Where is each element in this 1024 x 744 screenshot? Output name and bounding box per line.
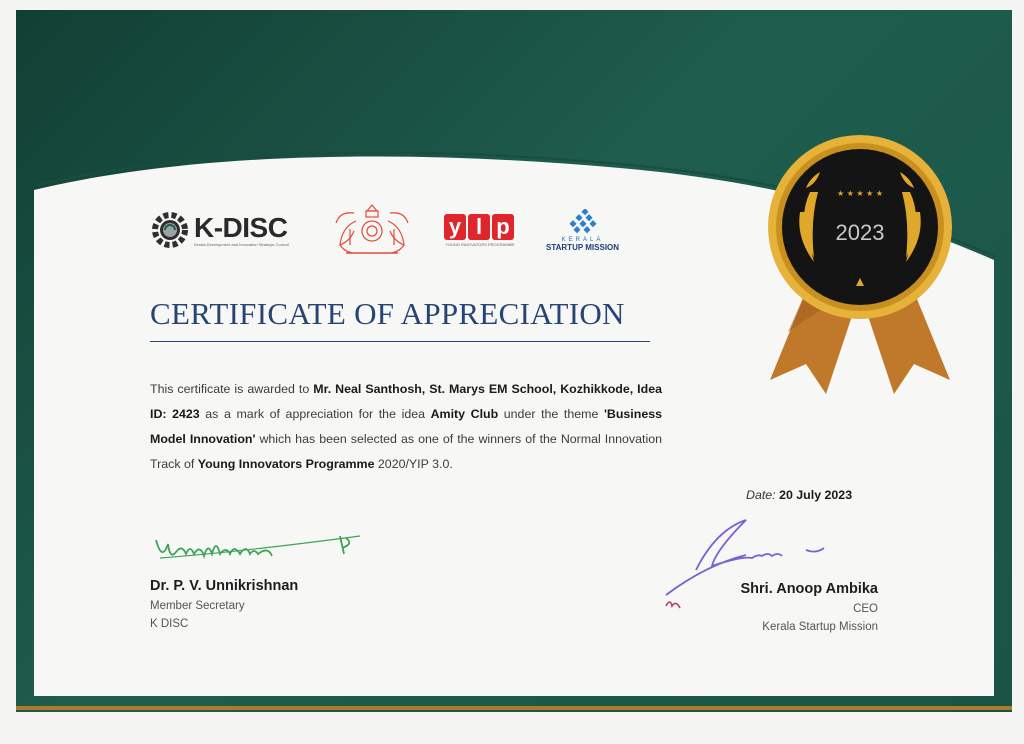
ksum-name: STARTUP MISSION xyxy=(546,242,620,252)
programme: Young Innovators Programme xyxy=(197,457,375,471)
recipient: Mr. Neal Santhosh, St. Marys EM School, Kozhikkode, Idea ID: 2423 xyxy=(150,382,662,421)
right-signatory-role: CEO xyxy=(853,603,878,615)
ylp-logo xyxy=(444,214,516,247)
date-value: 20 July 2023 xyxy=(779,488,853,502)
ylp-letter-y: y xyxy=(444,214,466,240)
theme: 'Business Model Innovation' xyxy=(150,407,662,446)
gear-icon xyxy=(150,210,190,250)
ksum-logo xyxy=(546,209,619,252)
right-signatory-name: Shri. Anoop Ambika xyxy=(740,581,878,597)
right-signatory xyxy=(690,581,878,633)
ylp-letter-p: p xyxy=(492,214,514,240)
kdisc-subtitle: Kerala Development and Innovation Strategic Council xyxy=(194,241,289,247)
date xyxy=(746,488,852,502)
title-underline xyxy=(150,341,650,342)
left-signatory-role: Member Secretary xyxy=(150,600,245,612)
body-text: under the theme xyxy=(498,407,604,421)
body-text: as a mark of appreciation for the idea xyxy=(199,407,431,421)
body-text: which has been selected as one of the winners of the Normal Innovation Track of xyxy=(150,432,662,471)
ylp-subtitle: YOUNG INNOVATORS PROGRAMME xyxy=(445,241,515,247)
left-signatory xyxy=(150,578,298,630)
ylp-letter-l: l xyxy=(468,214,490,240)
award-medal-icon xyxy=(740,132,980,402)
body-text: 2020/YIP 3.0. xyxy=(374,457,453,471)
medal-year: 2023 xyxy=(835,220,885,245)
left-signature xyxy=(150,528,370,568)
kerala-emblem-icon xyxy=(326,199,418,261)
svg-text:★ ★ ★ ★ ★: ★ ★ ★ ★ ★ xyxy=(837,189,884,198)
left-signatory-name: Dr. P. V. Unnikrishnan xyxy=(150,578,299,594)
logo-row xyxy=(150,200,619,260)
body-text: This certificate is awarded to xyxy=(150,382,314,396)
left-signatory-org: K DISC xyxy=(150,618,189,630)
right-signatory-org: Kerala Startup Mission xyxy=(762,621,878,633)
certificate-title: CERTIFICATE OF APPRECIATION xyxy=(150,296,625,331)
startup-mission-icon xyxy=(565,209,601,235)
certificate-body xyxy=(150,377,662,477)
kdisc-logo xyxy=(150,210,290,250)
date-label: Date: xyxy=(746,488,780,502)
ksum-kerala: KERALA xyxy=(561,236,604,243)
kdisc-name: K-DISC xyxy=(194,211,288,243)
idea-name: Amity Club xyxy=(430,407,499,421)
